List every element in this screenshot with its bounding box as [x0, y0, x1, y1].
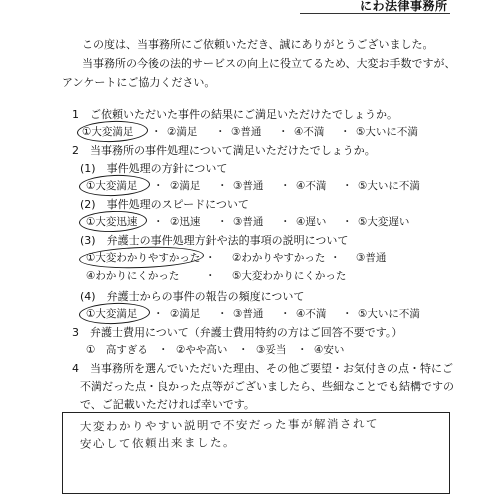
- q2-s3-opt-2[interactable]: ②わかりやすかった: [232, 252, 326, 264]
- q2-s4-opt-1[interactable]: ①大変満足: [86, 308, 138, 320]
- q1-selection-circle: [77, 120, 149, 143]
- q4-line-2: 不満だった点・良かった点等がございましたら、些細なことでも結構ですの: [80, 380, 454, 393]
- q2-s2-opt-1[interactable]: ①大変迅速: [86, 216, 138, 228]
- q4-title: 4 当事務所を選んでいただいた理由、その他ご要望・お気付きの点・特にご: [72, 362, 453, 375]
- q2-s3-selection-circle: [79, 245, 205, 270]
- handwritten-answer-line-1: 大変わかりやすい説明で不安だった事が解消されて: [79, 416, 380, 434]
- q2-s4-opt-5[interactable]: ⑤大いに不満: [358, 308, 420, 320]
- handwritten-answer-line-2: 安心して依頼出来ました。: [79, 435, 237, 451]
- q1-opt-1[interactable]: ①大変満足: [82, 126, 134, 138]
- q2-s2-opt-2[interactable]: ②迅速: [170, 216, 201, 228]
- q1-opt-5[interactable]: ⑤大いに不満: [356, 126, 418, 138]
- q3-opt-4[interactable]: ④安い: [314, 344, 345, 356]
- firm-name: にわ法律事務所: [360, 0, 448, 13]
- q3-opt-2[interactable]: ②やや高い: [176, 344, 228, 356]
- q2-s3-opt-1[interactable]: ①大変わかりやすかった: [86, 252, 201, 264]
- q2-s4-opt-4[interactable]: ④不満: [296, 308, 327, 320]
- intro-line-1: この度は、当事務所にご依頼いただき、誠にありがとうございました。: [82, 38, 434, 51]
- q2-s3-opt-4[interactable]: ④わかりにくかった: [86, 270, 180, 282]
- q3-opt-3[interactable]: ③妥当: [256, 344, 287, 356]
- q1-opt-3[interactable]: ③普通: [231, 126, 262, 138]
- q2-s1-opt-5[interactable]: ⑤大いに不満: [358, 180, 420, 192]
- intro-line-2: 当事務所の今後の法的サービスの向上に役立てるため、大変お手数ですが、: [82, 57, 456, 70]
- q2-s1-opt-2[interactable]: ②満足: [170, 180, 201, 192]
- q2-s4-title: (4) 弁護士からの事件の報告の頻度について: [80, 290, 305, 303]
- q2-s2-opt-5[interactable]: ⑤大変遅い: [358, 216, 410, 228]
- q2-s1-opt-1[interactable]: ①大変満足: [86, 180, 138, 192]
- survey-page: にわ法律事務所 この度は、当事務所にご依頼いただき、誠にありがとうございました。 当事務所の今後の法的サービスの向上に役立てるため、大変お手数ですが、 アンケートにご協力ください。 1 ご依頼いただいた事件の結果にご満足いただけたでしょうか。 ①大変満足 ・ ②満足 ・ ③普通 ・ ④不満 ・ ⑤大いに不満 2 当事務所の事件処理について満足いただけたでしょうか。 (1) 事件処理の方針について ①大変満足 ・ ②満足 ・ ③普通 ・ ④不満 ・ ⑤大いに不満 (2) 事件処理のスピードについて ①大変迅速 ・ ②迅速 ・ ③普通 ・ ④遅い ・ ⑤大変遅い (3) 弁護士の事件処理方針や法的事項の説明について ①大変わかりやすかった ・ ②わかりやすかった ・ ③普通 ④わかりにくかった ・ ⑤大変わかりにくかった (4) 弁護士からの事件の報告の頻度について ①大変満足 ・ ②満足 ・ ③普通 ・ ④不満 ・ ⑤大いに不満 3 弁護士費用について（弁護士費用特約の方はご回答不要です。） ① 高すぎる ・ ②やや高い ・ ③妥当 ・ ④安い 4 当事務所を選んでいただいた理由、その他ご要望・お気付きの点・特にご 不満だった点・良かった点等がございましたら、些細なことでも結構ですの で、ご記載いただければ幸いです。 大変わかりやすい説明で不安だった事が解消されて 安心して依頼出来ました。: [0, 0, 480, 480]
- header-rule: [300, 13, 450, 14]
- q3-title: 3 弁護士費用について（弁護士費用特約の方はご回答不要です。）: [72, 326, 403, 339]
- intro-line-3: アンケートにご協力ください。: [62, 76, 216, 89]
- q2-s1-selection-circle: [79, 174, 151, 197]
- q2-s3-title: (3) 弁護士の事件処理方針や法的事項の説明について: [80, 234, 349, 247]
- q2-s4-opt-2[interactable]: ②満足: [170, 308, 201, 320]
- q3-opt-1[interactable]: ① 高すぎる: [86, 344, 148, 356]
- q1-opt-2[interactable]: ②満足: [167, 126, 198, 138]
- q2-s1-title: (1) 事件処理の方針について: [80, 162, 228, 175]
- q1-opt-4[interactable]: ④不満: [294, 126, 325, 138]
- q4-line-3: で、ご記載いただければ幸いです。: [80, 398, 255, 411]
- q2-s4-selection-circle: [79, 302, 151, 325]
- q2-title: 2 当事務所の事件処理について満足いただけたでしょうか。: [72, 144, 376, 157]
- q2-s2-opt-3[interactable]: ③普通: [233, 216, 264, 228]
- q2-s1-opt-3[interactable]: ③普通: [233, 180, 264, 192]
- q2-s1-opt-4[interactable]: ④不満: [296, 180, 327, 192]
- q2-s4-opt-3[interactable]: ③普通: [233, 308, 264, 320]
- q2-s3-opt-5[interactable]: ⑤大変わかりにくかった: [232, 270, 347, 282]
- q2-s2-title: (2) 事件処理のスピードについて: [80, 198, 249, 211]
- q2-s2-opt-4[interactable]: ④遅い: [296, 216, 327, 228]
- q1-title: 1 ご依頼いただいた事件の結果にご満足いただけたでしょうか。: [72, 108, 398, 121]
- q2-s3-opt-3[interactable]: ③普通: [356, 252, 387, 264]
- q2-s2-selection-circle: [79, 210, 148, 233]
